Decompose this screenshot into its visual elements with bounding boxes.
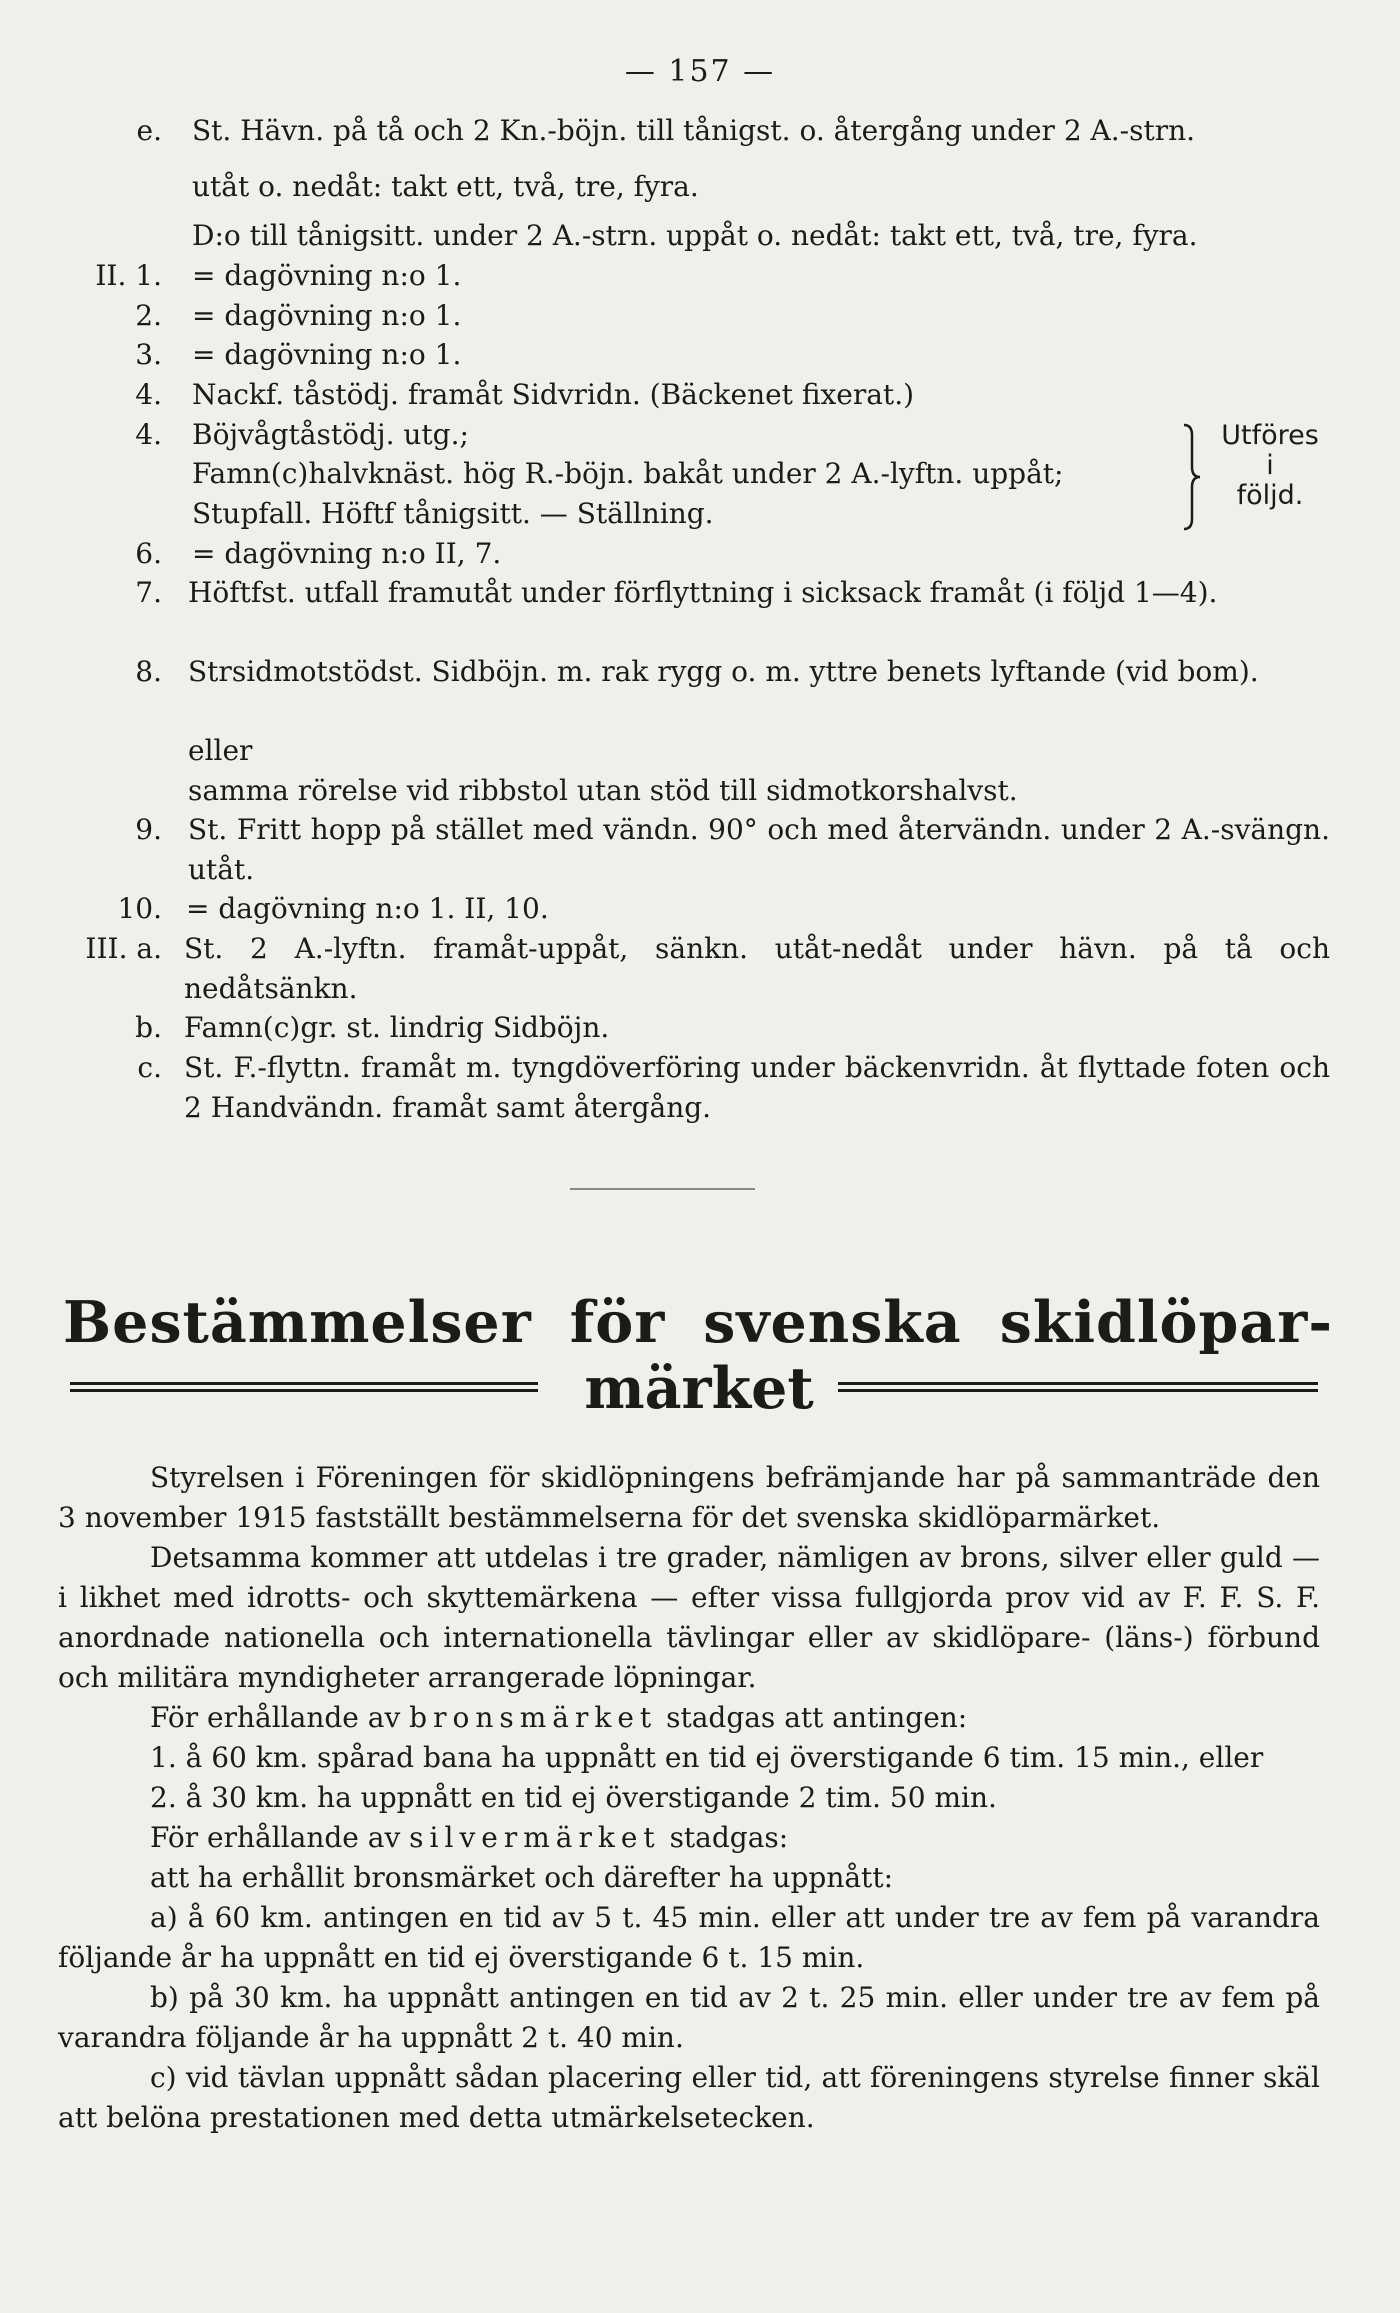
double-rule <box>70 1382 538 1392</box>
exercise-label: III. a. <box>85 932 162 965</box>
section-heading-word: märket <box>584 1355 814 1422</box>
paragraph: c) vid tävlan uppnått sådan placering eller tid, att föreningens styrelse finner skäl att belöna prestationen med detta utmärkelsetecken. <box>58 2061 1320 2134</box>
exercise-text: samma rörelse vid ribbstol utan stöd till sidmotkorshalvst. <box>188 774 1018 807</box>
brace-note-line: i <box>1266 450 1274 481</box>
brace-note-line: följd. <box>1236 480 1304 511</box>
exercise-label: b. <box>135 1011 162 1044</box>
exercise-label: 10. <box>117 892 162 925</box>
section-heading-line2 <box>0 1356 1400 1426</box>
exercise-label: 7. <box>135 576 162 609</box>
exercise-text: = dagövning n:o 1. II, 10. <box>186 892 549 925</box>
brace-note <box>1205 421 1335 511</box>
exercise-text: utåt o. nedåt: takt ett, två, tre, fyra. <box>192 170 699 203</box>
exercise-text: Famn(c)halvknäst. hög R.-böjn. bakåt under 2 A.-lyftn. uppåt; <box>192 457 1064 490</box>
exercise-label: 2. <box>135 299 162 332</box>
paragraph: För erhållande av bronsmärket stadgas att antingen: <box>150 1701 968 1734</box>
exercise-text: St. Hävn. på tå och 2 Kn.-böjn. till tånigst. o. återgång under 2 A.-strn. <box>192 114 1196 147</box>
exercise-text: eller <box>188 734 253 767</box>
exercise-label: 9. <box>135 813 162 846</box>
emphasis: silvermärket <box>409 1821 661 1854</box>
exercise-text: Strsidmotstödst. Sidböjn. m. rak rygg o. m. yttre benets lyftande (vid bom). <box>188 655 1259 688</box>
exercise-text: D:o till tånigsitt. under 2 A.-strn. uppåt o. nedåt: takt ett, två, tre, fyra. <box>192 219 1198 252</box>
exercise-text: Böjvågtåstödj. utg.; <box>192 418 469 451</box>
paragraph: b) på 30 km. ha uppnått antingen en tid av 2 t. 25 min. eller under tre av fem på varandra följande år ha uppnått 2 t. 40 min. <box>58 1981 1320 2054</box>
paragraph: 1. å 60 km. spårad bana ha uppnått en tid ej överstigande 6 tim. 15 min., eller <box>150 1741 1264 1774</box>
page-number: — 157 — <box>624 54 776 89</box>
exercise-text: Famn(c)gr. st. lindrig Sidböjn. <box>184 1011 610 1044</box>
exercise-label: 8. <box>135 655 162 688</box>
exercise-text: = dagövning n:o 1. <box>192 338 462 371</box>
brace-note-line: Utföres <box>1221 420 1319 451</box>
exercise-text: Stupfall. Höftf tånigsitt. — Ställning. <box>192 497 714 530</box>
exercise-text: St. 2 A.-lyftn. framåt-uppåt, sänkn. utåt-nedåt under hävn. på tå och nedåtsänkn. <box>184 932 1330 1005</box>
paragraph: Detsamma kommer att utdelas i tre grader, nämligen av brons, silver eller guld — i likhet med idrotts- och skyttemärkena — efter vissa fullgjorda prov vid av F. F. S. F. anordnade nationella och internationella tävlingar eller av skidlöpare- (läns-) förbund och militära myndigheter arrangerade löpningar. <box>58 1541 1320 1694</box>
paragraph: a) å 60 km. antingen en tid av 5 t. 45 min. eller att under tre av fem på varandra följande år ha uppnått en tid ej överstigande 6 t. 15 min. <box>58 1901 1320 1974</box>
exercise-text: = dagövning n:o 1. <box>192 299 462 332</box>
paragraph: att ha erhållit bronsmärket och därefter ha uppnått: <box>150 1861 893 1894</box>
exercise-label: 4. <box>135 418 162 451</box>
exercise-label: II. 1. <box>95 259 162 292</box>
exercise-label: c. <box>137 1051 162 1084</box>
exercise-text: = dagövning n:o 1. <box>192 259 462 292</box>
double-rule <box>838 1382 1318 1392</box>
section-heading: Bestämmelser för svenska skidlöpar- <box>63 1289 1333 1356</box>
section-divider <box>570 1188 755 1190</box>
emphasis: bronsmärket <box>409 1701 658 1734</box>
paragraph: Styrelsen i Föreningen för skidlöpningens befrämjande har på sammanträde den 3 november 1915 fastställt bestämmelserna för det svenska skidlöparmärket. <box>58 1461 1320 1534</box>
curly-brace-icon <box>1180 423 1204 531</box>
exercise-text: = dagövning n:o II, 7. <box>192 537 502 570</box>
exercise-label: 4. <box>135 378 162 411</box>
exercise-text: Nackf. tåstödj. framåt Sidvridn. (Bäckenet fixerat.) <box>192 378 915 411</box>
body-text <box>58 1458 1320 2138</box>
exercise-text: St. Fritt hopp på stället med vändn. 90° och med återvändn. under 2 A.-svängn. utåt. <box>188 813 1330 886</box>
exercise-label: 3. <box>135 338 162 371</box>
exercise-label: 6. <box>135 537 162 570</box>
exercise-text: Höftfst. utfall framutåt under förflyttning i sicksack framåt (i följd 1—4). <box>188 576 1218 609</box>
paragraph: 2. å 30 km. ha uppnått en tid ej överstigande 2 tim. 50 min. <box>150 1781 997 1814</box>
exercise-label: e. <box>136 114 162 147</box>
paragraph: För erhållande av silvermärket stadgas: <box>150 1821 789 1854</box>
exercise-text: St. F.-flyttn. framåt m. tyngdöverföring under bäckenvridn. åt flyttade foten och 2 Handvändn. framåt samt återgång. <box>184 1051 1330 1124</box>
